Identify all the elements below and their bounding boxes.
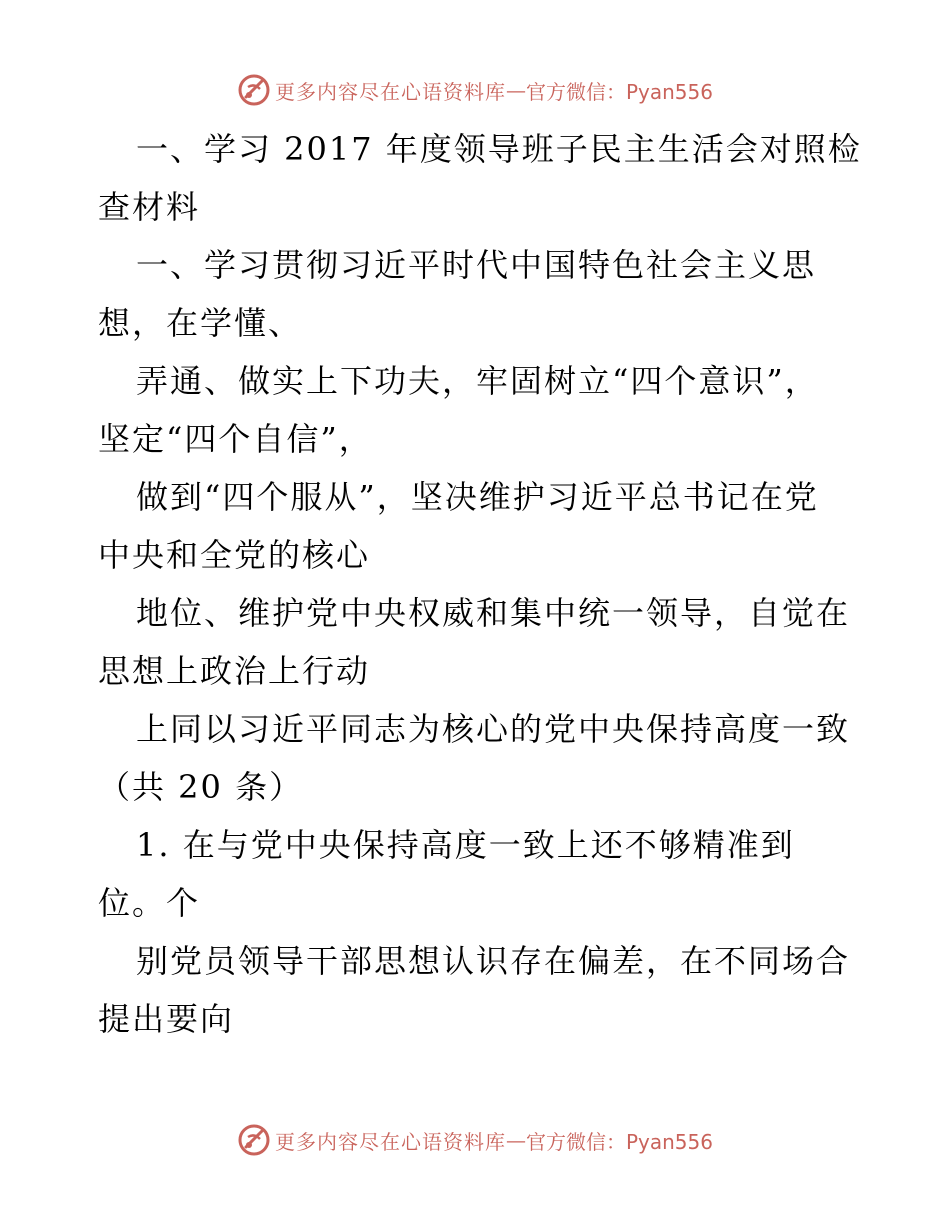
body-line: 提出要向: [98, 1000, 235, 1038]
body-line: 坚定“四个自信”，: [98, 420, 373, 458]
body-line: 位。个: [98, 884, 201, 922]
body-line: 上同以习近平同志为核心的党中央保持高度一致: [136, 710, 851, 748]
document-body: [98, 120, 862, 1048]
header-separator: —: [505, 78, 526, 102]
body-line: 一、学习贯彻习近平时代中国特色社会主义思: [136, 246, 817, 284]
footer-separator: —: [505, 1128, 526, 1152]
header-site-text: 更多内容尽在心语资料库: [274, 79, 506, 104]
header-banner: [0, 70, 950, 110]
logo-icon: [237, 73, 271, 107]
body-line: 查材料: [98, 188, 201, 226]
footer-site-text: 更多内容尽在心语资料库: [274, 1129, 506, 1154]
body-line: （共 20 条）: [98, 768, 304, 806]
body-line: 地位、维护党中央权威和集中统一领导，自觉在: [136, 594, 851, 632]
body-line: 想，在学懂、: [98, 304, 303, 342]
logo-icon: [237, 1123, 271, 1157]
footer-wechat-text: 官方微信：Pyan556: [525, 1129, 713, 1154]
footer-banner: [0, 1120, 950, 1160]
header-wechat-text: 官方微信：Pyan556: [525, 79, 713, 104]
body-line: 弄通、做实上下功夫，牢固树立“四个意识”，: [136, 362, 819, 400]
body-line: 1. 在与党中央保持高度一致上还不够精准到: [136, 826, 795, 864]
body-line: 一、学习 2017 年度领导班子民主生活会对照检: [136, 130, 862, 168]
body-line: 做到“四个服从”，坚决维护习近平总书记在党: [136, 478, 819, 516]
body-line: 中央和全党的核心: [98, 536, 371, 574]
body-line: 思想上政治上行动: [98, 652, 371, 690]
body-line: 别党员领导干部思想认识存在偏差，在不同场合: [136, 942, 851, 980]
